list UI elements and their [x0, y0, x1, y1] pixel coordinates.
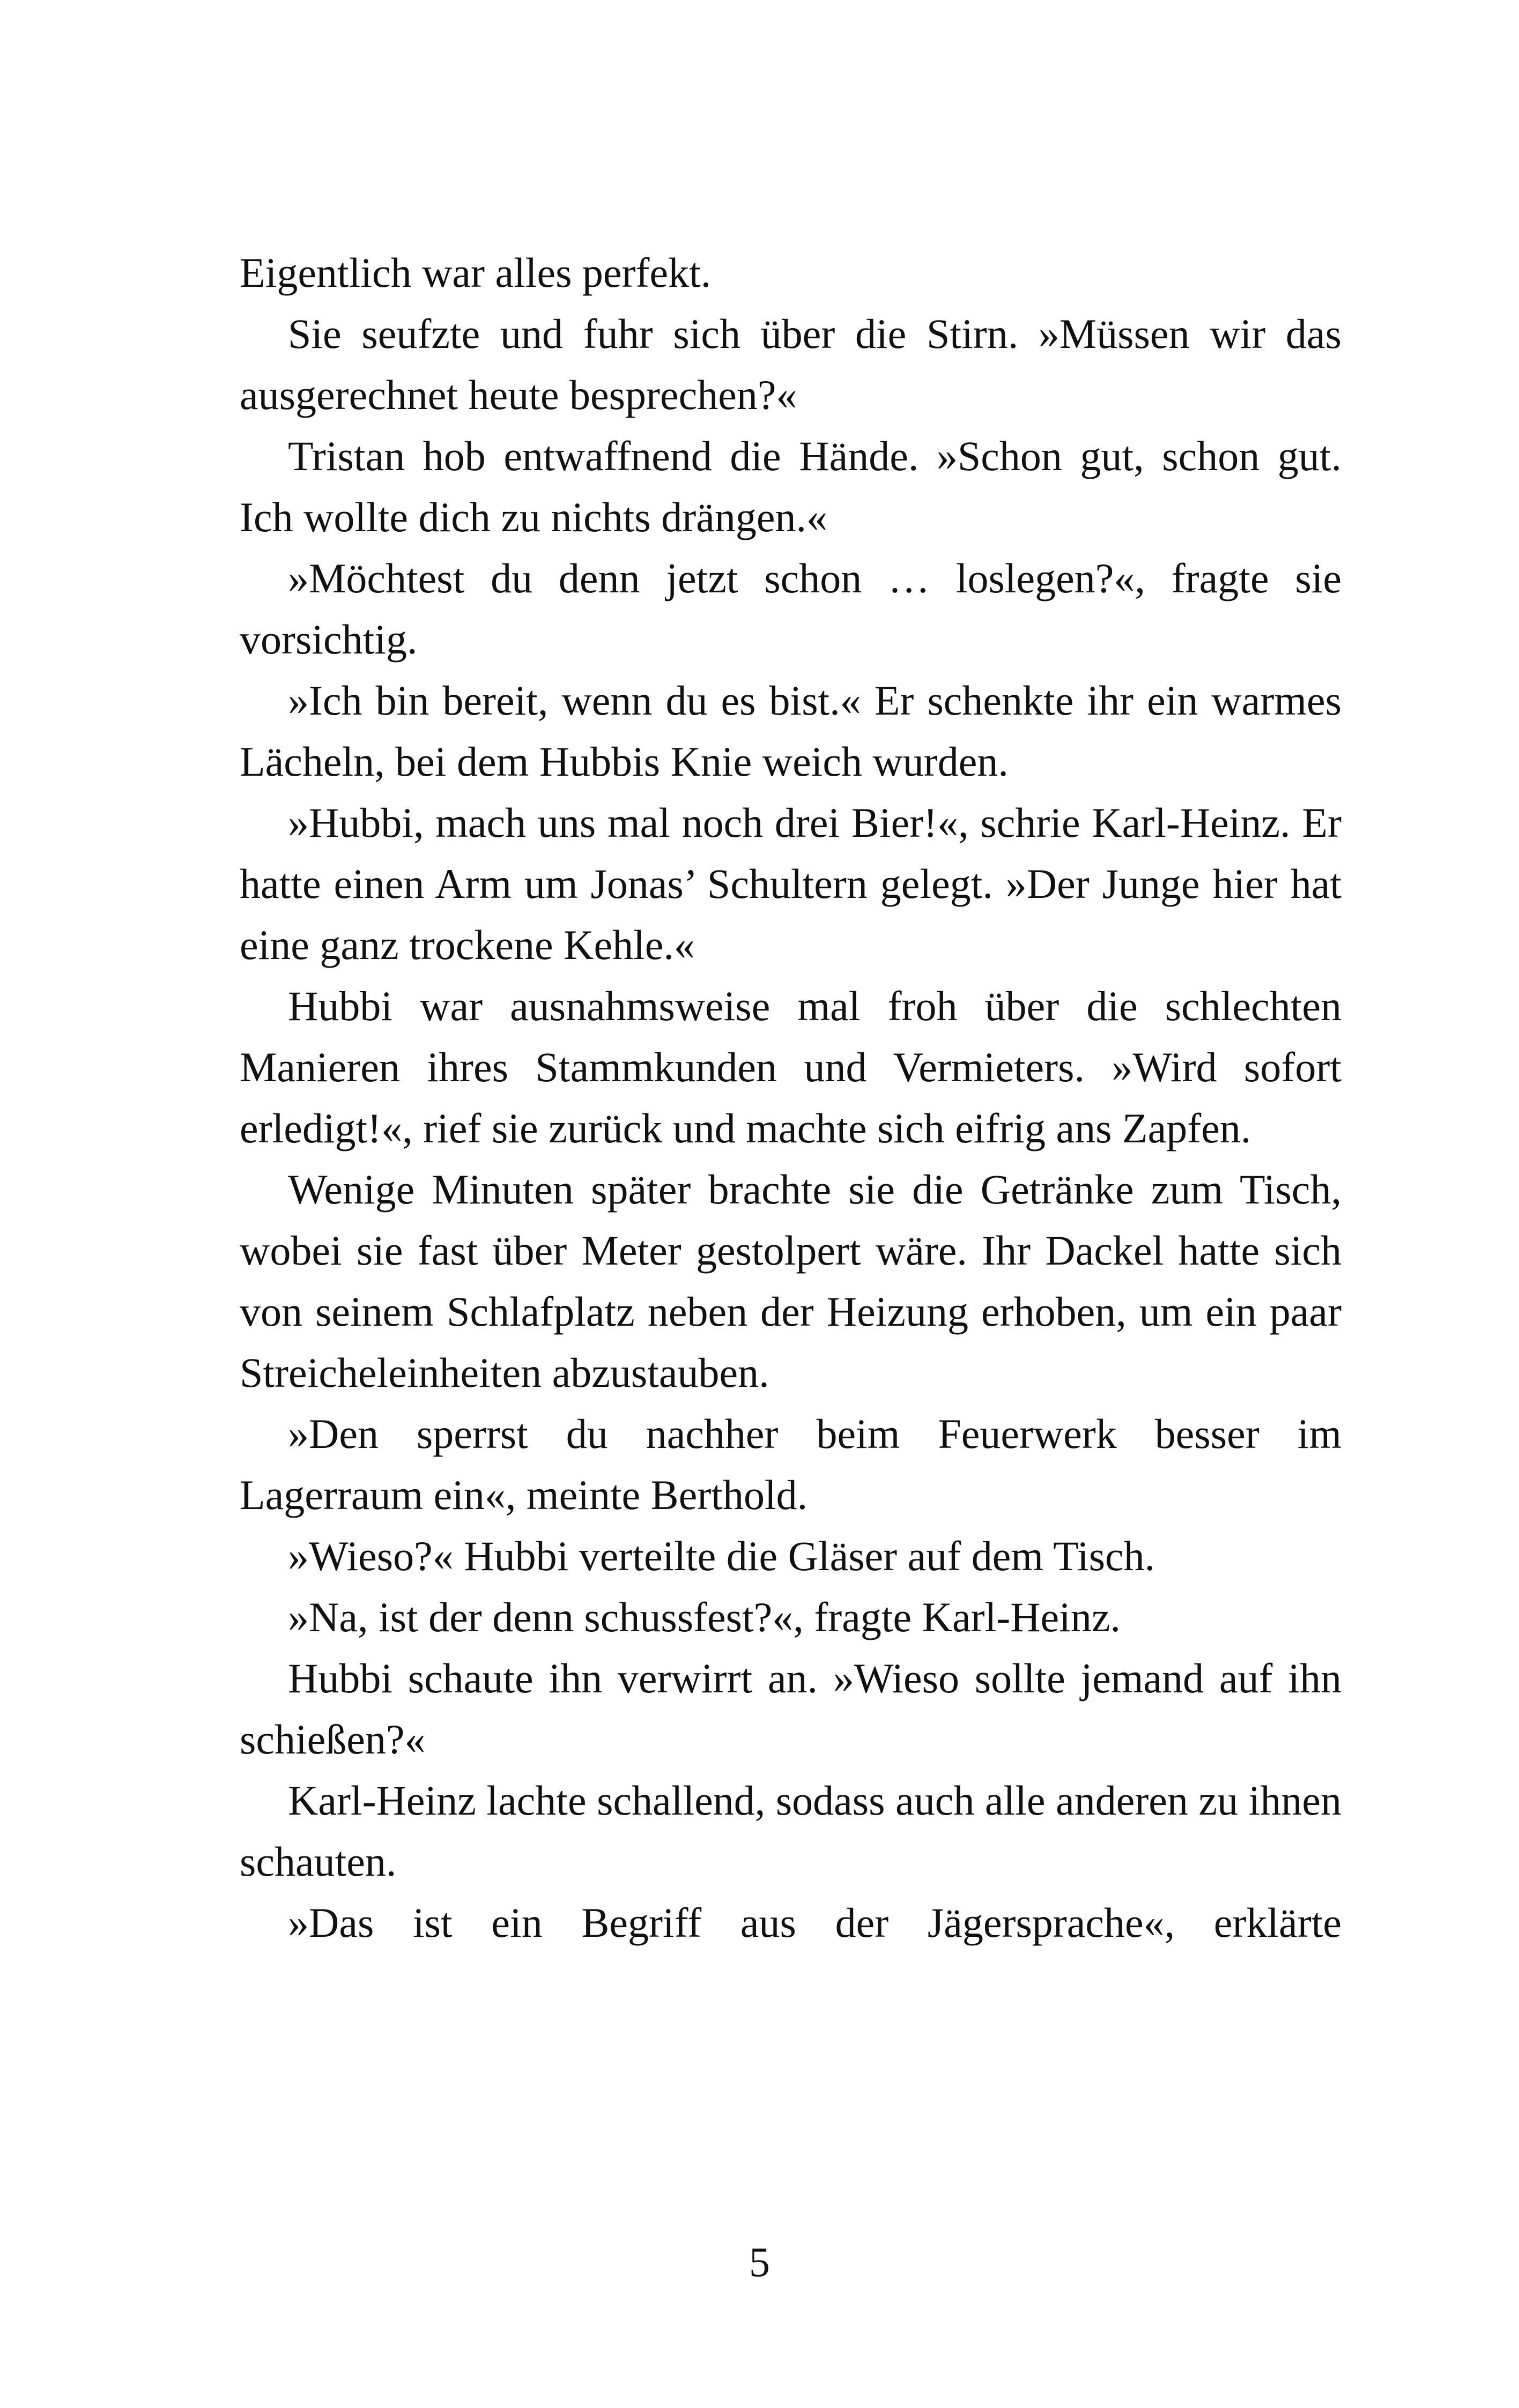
paragraph: »Möchtest du denn jetzt schon … loslegen?«, fragte sie vorsichtig. — [240, 555, 1342, 663]
page-number: 5 — [749, 2239, 770, 2285]
paragraph: Karl-Heinz lachte schallend, sodass auch alle anderen zu ihnen schauten. — [240, 1777, 1342, 1885]
paragraph: Tristan hob entwaffnend die Hände. »Schon gut, schon gut. Ich wollte dich zu nichts drängen.« — [240, 433, 1342, 540]
paragraph: »Na, ist der denn schussfest?«, fragte Karl-Heinz. — [288, 1594, 1121, 1640]
paragraph: »Hubbi, mach uns mal noch drei Bier!«, schrie Karl-Heinz. Er hatte einen Arm um Jonas’ Schultern gelegt. »Der Junge hier hat eine ganz trockene Kehle.« — [240, 799, 1342, 968]
paragraph: Eigentlich war alles perfekt. — [240, 249, 712, 296]
paragraph: »Ich bin bereit, wenn du es bist.« Er schenkte ihr ein warmes Lächeln, bei dem Hubbis Knie weich wurden. — [240, 677, 1342, 785]
paragraph: »Wieso?« Hubbi verteilte die Gläser auf dem Tisch. — [288, 1533, 1155, 1579]
paragraph: Wenige Minuten später brachte sie die Getränke zum Tisch, wobei sie fast über Meter gestolpert wäre. Ihr Dackel hatte sich von seinem Schlafplatz neben der Heizung erhoben, um ein paar Streicheleinheiten abzustauben. — [240, 1166, 1342, 1396]
paragraph: Sie seufzte und fuhr sich über die Stirn. »Müssen wir das ausgerechnet heute besprechen?« — [240, 310, 1342, 418]
paragraph: »Den sperrst du nachher beim Feuerwerk besser im Lagerraum ein«, meinte Berthold. — [240, 1410, 1342, 1518]
body-text — [240, 242, 1342, 1953]
paragraph: Hubbi schaute ihn verwirrt an. »Wieso sollte jemand auf ihn schießen?« — [240, 1655, 1342, 1763]
paragraph: Hubbi war ausnahmsweise mal froh über die schlechten Manieren ihres Stammkunden und Vermieters. »Wird sofort erledigt!«, rief sie zurück und machte sich eifrig ans Zapfen. — [240, 983, 1342, 1151]
paragraph: »Das ist ein Begriff aus der Jägersprache«, erklärte — [288, 1899, 1342, 1946]
